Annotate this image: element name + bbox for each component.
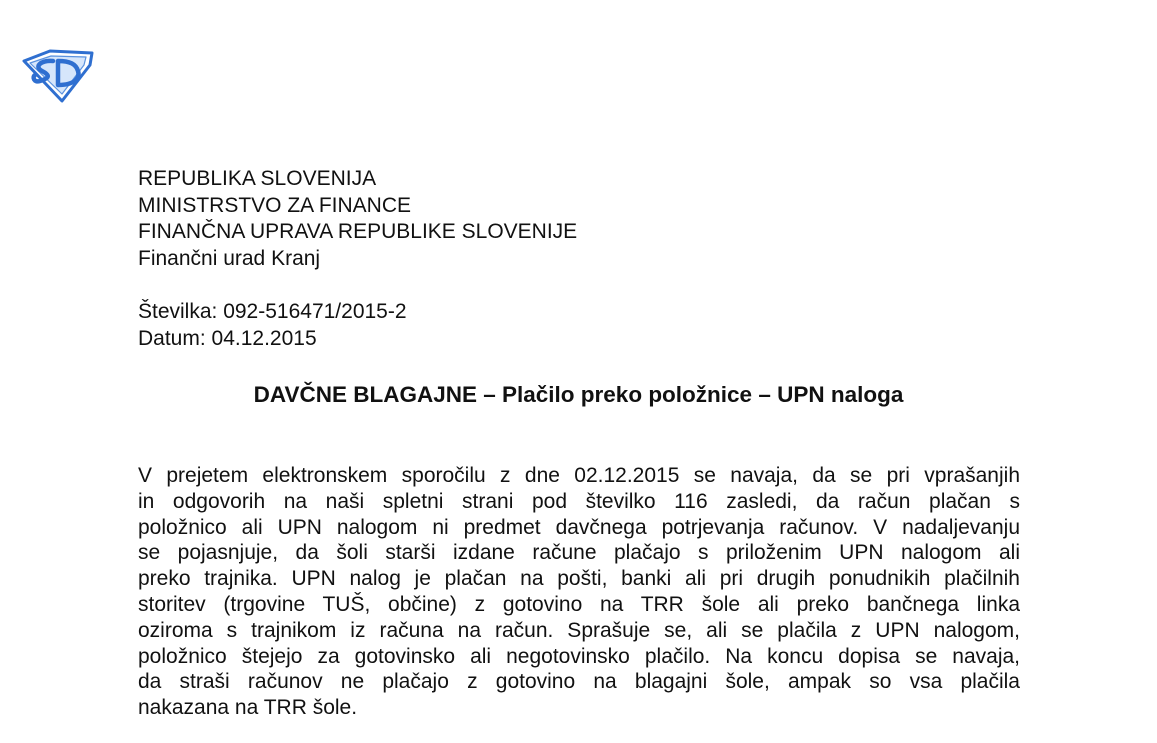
body-line: V prejetem elektronskem sporočilu z dne 02.12.2015 se navaja, da se pri vprašanjih xyxy=(138,464,1020,487)
sd-shield-logo-icon xyxy=(20,47,96,105)
document-title: DAVČNE BLAGAJNE – Plačilo preko položnice – UPN naloga xyxy=(253,382,904,407)
body-line: nakazana na TRR šole. xyxy=(138,696,358,720)
issuer-header xyxy=(138,166,577,272)
header-line-office: Finančni urad Kranj xyxy=(138,246,321,270)
body-line: storitev (trgovine TUŠ, občine) z gotovino na TRR šole ali preko bančnega linka xyxy=(138,592,1020,616)
logo-graphic xyxy=(20,47,96,105)
body-line: položnico ali UPN nalogom ni predmet davčnega potrjevanja računov. V nadaljevanju xyxy=(138,515,1020,539)
document-number: Številka: 092-516471/2015-2 xyxy=(138,300,407,323)
body-line: oziroma s trajnikom iz računa na račun. Sprašuje se, ali se plačila z UPN nalogom, xyxy=(138,618,1020,642)
header-line-country: REPUBLIKA SLOVENIJA xyxy=(138,167,377,190)
header-line-ministry: MINISTRSTVO ZA FINANCE xyxy=(138,193,412,217)
body-line: da straši računov ne plačajo z gotovino na blagajni šole, ampak so vsa plačila xyxy=(138,670,1020,694)
document-meta xyxy=(138,299,407,352)
body-line: preko trajnika. UPN nalog je plačan na pošti, banki ali pri drugih ponudnikih plačilnih xyxy=(138,567,1020,591)
body-line: se pojasnjuje, da šoli starši izdane račune plačajo s priloženim UPN nalogom ali xyxy=(138,541,1020,565)
body-paragraph xyxy=(138,463,1020,721)
document-date: Datum: 04.12.2015 xyxy=(138,326,317,350)
header-line-administration: FINANČNA UPRAVA REPUBLIKE SLOVENIJE xyxy=(138,220,578,243)
body-line: položnico štejejo za gotovinsko ali negotovinsko plačilo. Na koncu dopisa se navaja, xyxy=(138,644,1020,668)
body-line: in odgovorih na naši spletni strani pod številko 116 zasledi, da račun plačan s xyxy=(138,489,1020,513)
